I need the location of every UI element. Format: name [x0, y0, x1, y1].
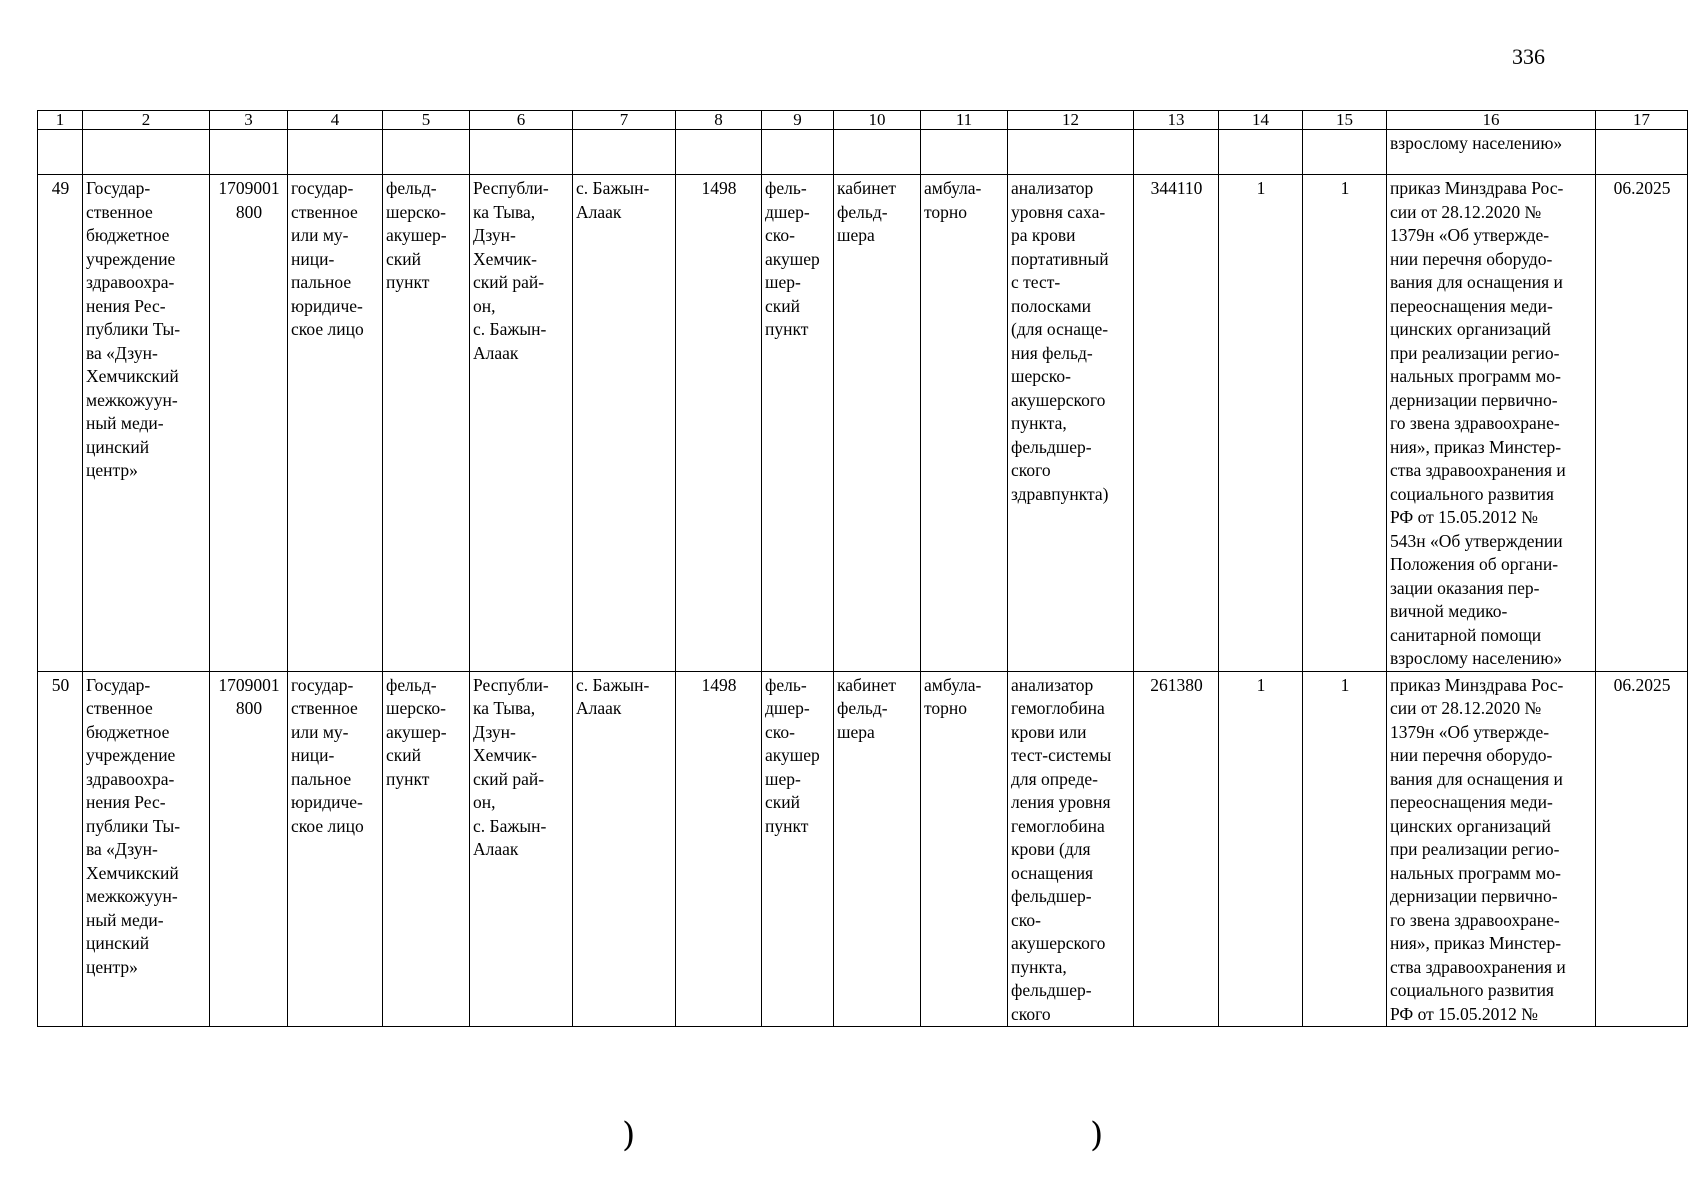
column-number: 12 — [1008, 111, 1134, 130]
price: 261380 — [1134, 671, 1219, 1027]
column-number: 4 — [288, 111, 383, 130]
column-number: 9 — [762, 111, 834, 130]
column-number: 1 — [38, 111, 83, 130]
cell — [38, 130, 83, 175]
column-number: 11 — [921, 111, 1008, 130]
table-row — [38, 175, 1688, 672]
room: кабинет фельд- шера — [834, 175, 921, 672]
legal-form: государ- ственное или му- ници- пальное юридиче- ское лицо — [288, 671, 383, 1027]
cell — [921, 130, 1008, 175]
cell — [83, 130, 210, 175]
quantity-required: 1 — [1219, 671, 1303, 1027]
scan-mark: ) — [1090, 1115, 1104, 1155]
quantity-planned: 1 — [1303, 671, 1387, 1027]
cell — [1303, 130, 1387, 175]
price: 344110 — [1134, 175, 1219, 672]
cell — [676, 130, 762, 175]
column-number: 8 — [676, 111, 762, 130]
page-number: 336 — [1512, 44, 1545, 69]
care-conditions: амбула- торно — [921, 175, 1008, 672]
cell — [210, 130, 288, 175]
organization-code: 1709001 800 — [210, 175, 288, 672]
organization-name: Государ- ственное бюджетное учреждение здравоохра- нения Рес- публики Ты- ва «Дзун- Хемчикский межкожуун- ный меди- цинский центр» — [83, 671, 210, 1027]
row-number: 49 — [38, 175, 83, 672]
column-number: 7 — [573, 111, 676, 130]
cell — [834, 130, 921, 175]
column-number: 3 — [210, 111, 288, 130]
unit-type: фельд- шерско- акушер- ский пункт — [383, 671, 470, 1027]
cell — [762, 130, 834, 175]
column-number: 5 — [383, 111, 470, 130]
population: 1498 — [676, 671, 762, 1027]
subdivision: фель- дшер- ско- акушер шер- ский пункт — [762, 671, 834, 1027]
population: 1498 — [676, 175, 762, 672]
subdivision: фель- дшер- ско- акушер шер- ский пункт — [762, 175, 834, 672]
unit-type: фельд- шерско- акушер- ский пункт — [383, 175, 470, 672]
cell — [470, 130, 573, 175]
legal-basis: приказ Минздрава Рос- сии от 28.12.2020 № 1379н «Об утвержде- нии перечня оборудо- вания для оснащения и переоснащения меди- цинских организаций при реализации регио- нальных программ мо- дернизации первично- го звена здравоохране- ния», приказ Минстер- ства здравоохранения и социального развития РФ от 15.05.2012 № — [1387, 671, 1596, 1027]
legal-basis: приказ Минздрава Рос- сии от 28.12.2020 № 1379н «Об утвержде- нии перечня оборудо- вания для оснащения и переоснащения меди- цинских организаций при реализации регио- нальных программ мо- дернизации первично- го звена здравоохране- ния», приказ Минстер- ства здравоохранения и социального развития РФ от 15.05.2012 № 543н «Об утверждении Положения об органи- зации оказания пер- вичной медико- санитарной помощи взрослому населению» — [1387, 175, 1596, 672]
legal-basis-continuation: взрослому населению» — [1387, 130, 1596, 175]
cell — [573, 130, 676, 175]
column-number: 17 — [1596, 111, 1688, 130]
organization-name: Государ- ственное бюджетное учреждение здравоохра- нения Рес- публики Ты- ва «Дзун- Хемчикский межкожуун- ный меди- цинский центр» — [83, 175, 210, 672]
column-number: 10 — [834, 111, 921, 130]
table-row — [38, 671, 1688, 1027]
organization-code: 1709001 800 — [210, 671, 288, 1027]
equipment: анализатор уровня саха- ра крови портативный с тест- полосками (для оснаще- ния фельд- шерско- акушерского пункта, фельдшер- ского здравпункта) — [1008, 175, 1134, 672]
address: Республи- ка Тыва, Дзун- Хемчик- ский рай- он, с. Бажын- Алаак — [470, 175, 573, 672]
cell — [1134, 130, 1219, 175]
quantity-required: 1 — [1219, 175, 1303, 672]
cell — [1008, 130, 1134, 175]
care-conditions: амбула- торно — [921, 671, 1008, 1027]
row-number: 50 — [38, 671, 83, 1027]
legal-form: государ- ственное или му- ници- пальное юридиче- ское лицо — [288, 175, 383, 672]
scan-mark: ) — [622, 1115, 636, 1155]
settlement: с. Бажын- Алаак — [573, 671, 676, 1027]
equipment: анализатор гемоглобина крови или тест-системы для опреде- ления уровня гемоглобина крови (для оснащения фельдшер- ско- акушерского пункта, фельдшер- ского — [1008, 671, 1134, 1027]
deadline: 06.2025 — [1596, 175, 1688, 672]
column-number: 2 — [83, 111, 210, 130]
cell — [383, 130, 470, 175]
quantity-planned: 1 — [1303, 175, 1387, 672]
room: кабинет фельд- шера — [834, 671, 921, 1027]
cell — [288, 130, 383, 175]
column-number: 13 — [1134, 111, 1219, 130]
column-number: 15 — [1303, 111, 1387, 130]
column-number: 6 — [470, 111, 573, 130]
cell — [1596, 130, 1688, 175]
column-number: 16 — [1387, 111, 1596, 130]
cell — [1219, 130, 1303, 175]
deadline: 06.2025 — [1596, 671, 1688, 1027]
address: Республи- ка Тыва, Дзун- Хемчик- ский рай- он, с. Бажын- Алаак — [470, 671, 573, 1027]
settlement: с. Бажын- Алаак — [573, 175, 676, 672]
document-table — [37, 110, 1688, 1027]
continuation-row — [38, 130, 1688, 175]
column-number: 14 — [1219, 111, 1303, 130]
column-number-row — [38, 111, 1688, 130]
